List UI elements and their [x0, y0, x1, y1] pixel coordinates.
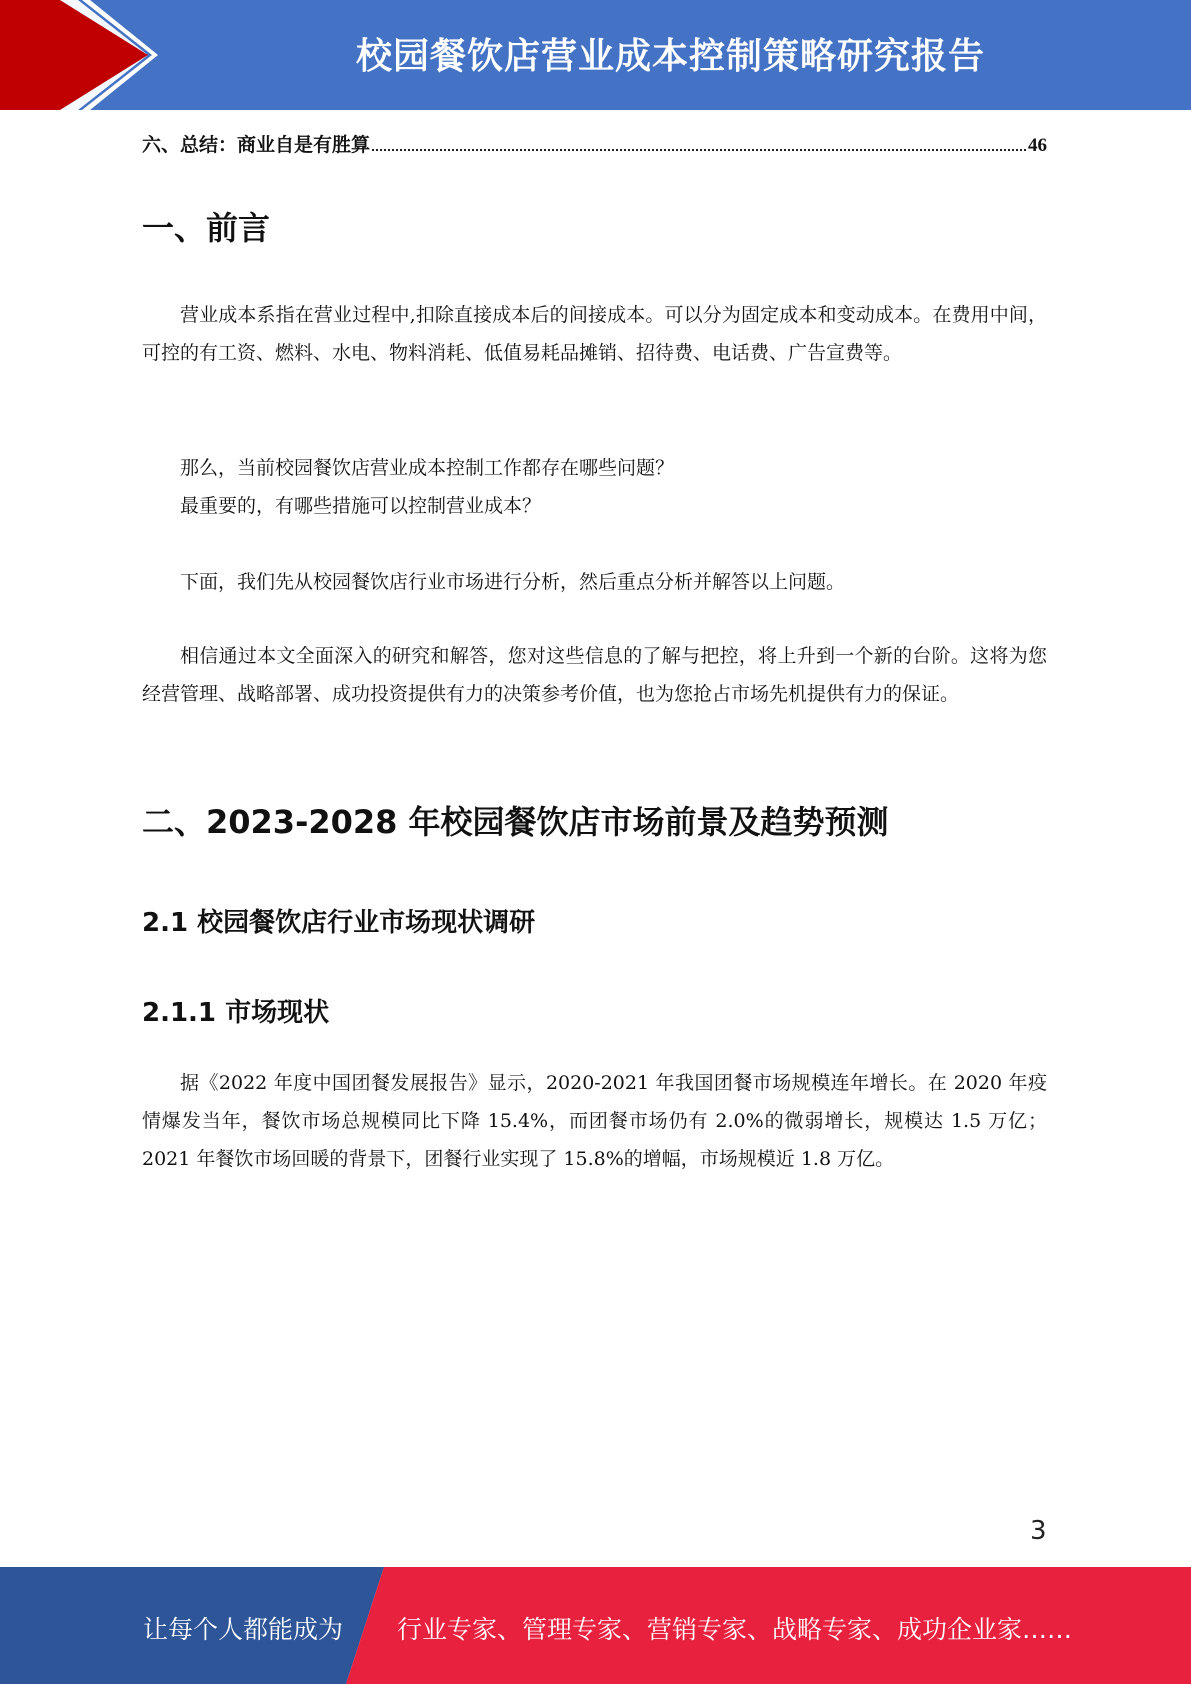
subsection-heading-market-research: 2.1 校园餐饮店行业市场现状调研 — [142, 908, 536, 938]
subsection-heading-market-status: 2.1.1 市场现状 — [142, 998, 330, 1028]
paragraph: 下面，我们先从校园餐饮店行业市场进行分析，然后重点分析并解答以上问题。 — [180, 571, 846, 593]
page-footer — [0, 1567, 1191, 1684]
report-title: 校园餐饮店营业成本控制策略研究报告 — [355, 36, 985, 77]
paragraph: 据《2022 年度中国团餐发展报告》显示，2020-2021 年我国团餐市场规模连年增长。在 2020 年疫情爆发当年，餐饮市场总规模同比下降 15.4%，而团餐市场仍有 2.0%的微弱增长，规模达 1.5 万亿；2021 年餐饮市场回暖的背景下，团餐行业实现了 15.8%的增幅，市场规模近 1.8 万亿。 — [142, 1072, 1047, 1170]
paragraph: 最重要的，有哪些措施可以控制营业成本？ — [180, 495, 542, 517]
toc-leader-dots — [372, 148, 1026, 151]
toc-entry-label: 六、总结：商业自是有胜算 — [142, 135, 371, 156]
footer-slogan-left: 让每个人都能成为 — [143, 1615, 344, 1644]
paragraph: 相信通过本文全面深入的研究和解答，您对这些信息的了解与把控，将上升到一个新的台阶。这将为您经营管理、战略部署、成功投资提供有力的决策参考价值，也为您抢占市场先机提供有力的保证。 — [142, 645, 1047, 705]
section-heading-preface: 一、前言 — [142, 209, 271, 247]
footer-slogan-right: 行业专家、管理专家、营销专家、战略专家、成功企业家…… — [397, 1615, 1073, 1644]
toc-entry-page: 46 — [1028, 135, 1047, 156]
page-header — [0, 0, 1191, 110]
paragraph: 营业成本系指在营业过程中,扣除直接成本后的间接成本。可以分为固定成本和变动成本。在费用中间，可控的有工资、燃料、水电、物料消耗、低值易耗品摊销、招待费、电话费、广告宣费等。 — [142, 304, 1047, 364]
toc-entry[interactable] — [142, 130, 1047, 157]
page-number: 3 — [1030, 1516, 1047, 1546]
paragraph: 那么，当前校园餐饮店营业成本控制工作都存在哪些问题？ — [180, 457, 675, 479]
section-heading-market-outlook: 二、2023-2028 年校园餐饮店市场前景及趋势预测 — [142, 803, 889, 841]
